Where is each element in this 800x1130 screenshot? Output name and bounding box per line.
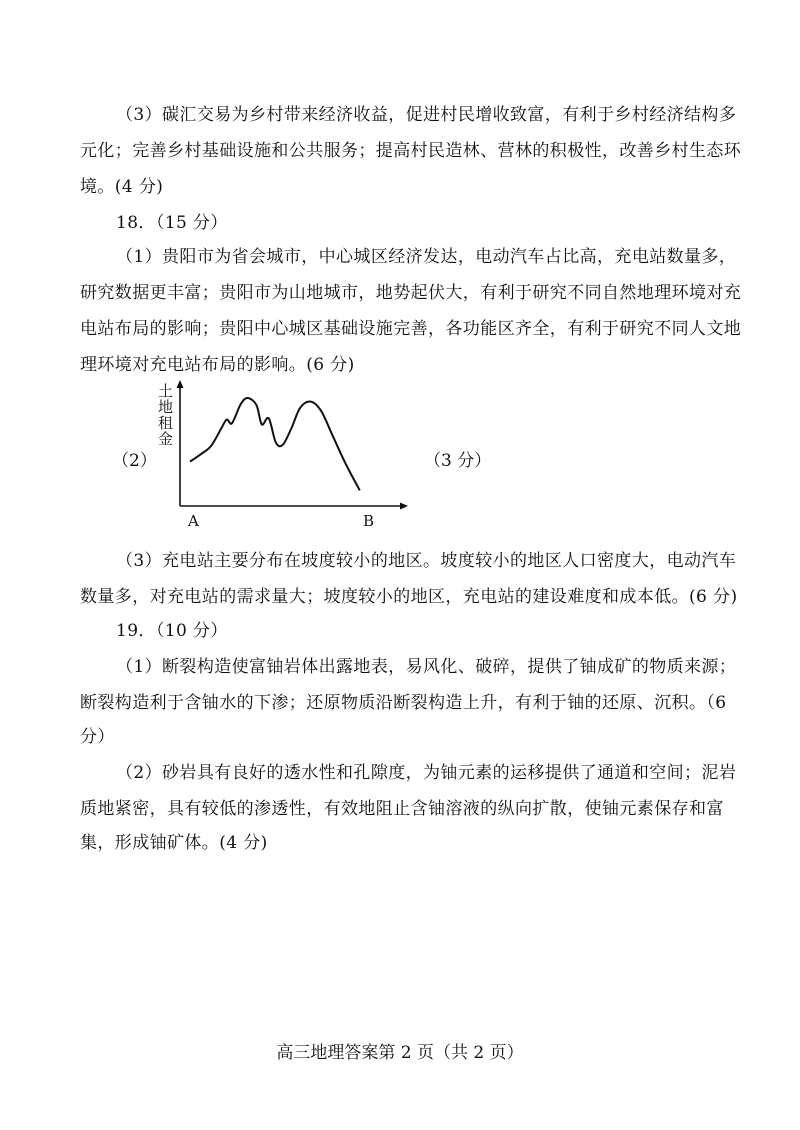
q17-p3-line-1: （3）碳汇交易为乡村带来经济收益，促进村民增收致富，有利于乡村经济结构多 bbox=[116, 105, 737, 125]
q17-p3-line-3: 境。(4 分) bbox=[80, 177, 164, 197]
q18-p1-line-3: 电站布局的影响；贵阳中心城区基础设施完善，各功能区齐全，有利于研究不同人文地 bbox=[80, 319, 742, 339]
land-rent-chart bbox=[150, 378, 420, 538]
q19-p1-line-2: 断裂构造利于含铀水的下渗；还原物质沿断裂构造上升，有利于铀的还原、沉积。（6 bbox=[80, 693, 727, 713]
y-axis-label bbox=[158, 382, 173, 448]
land-rent-curve bbox=[190, 398, 360, 490]
page-footer: 高三地理答案第 2 页（共 2 页） bbox=[276, 1043, 524, 1063]
q18-p2-number: （2） bbox=[112, 451, 157, 471]
q18-p3-line-1: （3）充电站主要分布在坡度较小的地区。坡度较小的地区人口密度大，电动汽车 bbox=[116, 551, 737, 571]
y-label-char: 土 bbox=[158, 382, 174, 400]
q19-p2-line-1: （2）砂岩具有良好的透水性和孔隙度，为铀元素的运移提供了通道和空间；泥岩 bbox=[116, 763, 737, 783]
q19-header: 19．（10 分） bbox=[116, 621, 228, 641]
q17-p3-line-2: 元化；完善乡村基础设施和公共服务；提高村民造林、营林的积极性，改善乡村生态环 bbox=[80, 141, 742, 161]
q19-p1-line-3: 分） bbox=[80, 727, 115, 747]
q18-p1-line-2: 研究数据更丰富；贵阳市为山地城市，地势起伏大，有利于研究不同自然地理环境对充 bbox=[80, 283, 742, 303]
y-axis-arrow bbox=[177, 380, 184, 388]
q19-p2-line-2: 质地紧密，具有较低的渗透性，有效地阻止含铀溶液的纵向扩散，使铀元素保存和富 bbox=[80, 799, 724, 819]
x-label-b: B bbox=[363, 512, 375, 530]
q19-p2-line-3: 集，形成铀矿体。(4 分) bbox=[80, 833, 268, 853]
x-axis-arrow bbox=[400, 503, 408, 510]
x-label-a: A bbox=[188, 512, 199, 530]
y-label-char: 金 bbox=[158, 430, 174, 448]
y-label-char: 租 bbox=[158, 414, 174, 432]
q18-header: 18．（15 分） bbox=[116, 213, 228, 233]
q18-p1-line-1: （1）贵阳市为省会城市，中心城区经济发达，电动汽车占比高，充电站数量多， bbox=[116, 247, 737, 267]
q18-p3-line-2: 数量多，对充电站的需求量大；坡度较小的地区，充电站的建设难度和成本低。(6 分) bbox=[80, 587, 738, 607]
q18-p1-line-4: 理环境对充电站布局的影响。(6 分) bbox=[80, 355, 355, 375]
q18-p2-score: （3 分） bbox=[424, 451, 492, 471]
y-label-char: 地 bbox=[158, 398, 174, 416]
q19-p1-line-1: （1）断裂构造使富铀岩体出露地表，易风化、破碎，提供了铀成矿的物质来源； bbox=[116, 657, 737, 677]
